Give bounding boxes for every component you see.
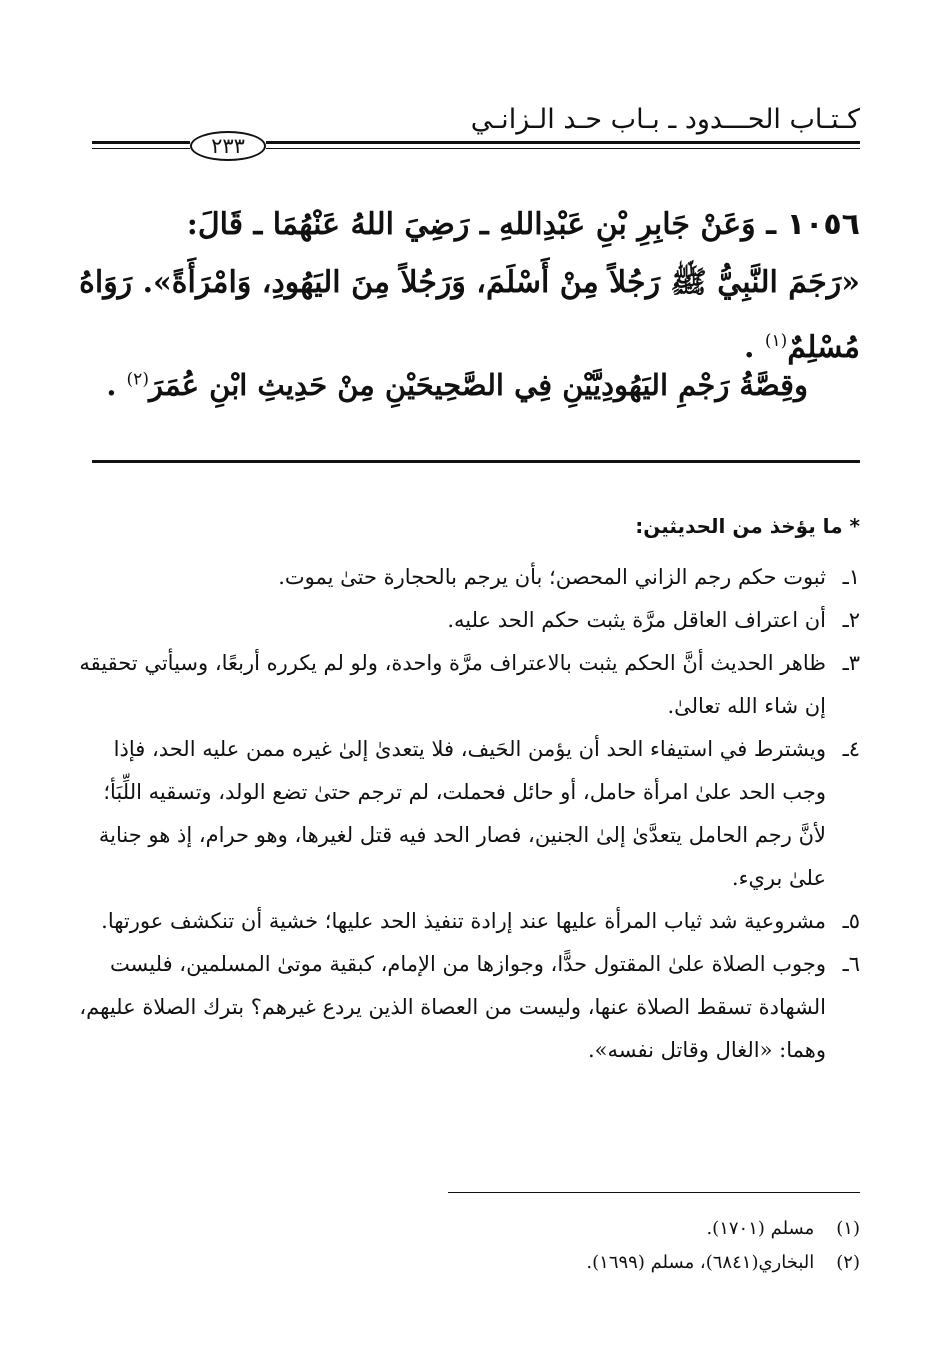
- benefit-text: وجوب الصلاة علىٰ المقتول حدًّا، وجوازها من الإمام، كبقية موتىٰ المسلمين، فليست الشهادة تسقط الصلاة عنها، وليست من العصاة الذين يردع غيرهم؟ بترك الصلاة عليهم، وهما: «الغال وقاتل نفسه».: [79, 952, 826, 1062]
- benefit-number: ٣ـ: [842, 651, 860, 675]
- footnote-item: [78, 1246, 860, 1280]
- hadith-line-3-text: مُسْلِمٌ: [787, 330, 860, 365]
- benefit-number: ٥ـ: [842, 909, 860, 933]
- hadith-line-1-text: وَعَنْ جَابِرِ بْنِ عَبْدِاللهِ ـ رَضِيَ اللهُ عَنْهُمَا ـ قَالَ:: [186, 207, 756, 242]
- footnote-text: مسلم (١٧٠١).: [706, 1218, 815, 1239]
- section-divider: [92, 460, 860, 463]
- benefit-item: [78, 943, 860, 1072]
- footnote-number: (١): [836, 1218, 860, 1239]
- footnotes: [78, 1212, 860, 1280]
- header-rule-thin-right: [266, 148, 860, 149]
- benefit-item: [78, 900, 860, 943]
- hadith-text: [78, 196, 860, 377]
- benefit-number: ٦ـ: [842, 952, 860, 976]
- hadith-line-2: «رَجَمَ النَّبِيُّ ﷺ رَجُلاً مِنْ أَسْلَمَ، وَرَجُلاً مِنَ اليَهُودِ، وَامْرَأَةً». رَوَاهُ: [79, 265, 860, 300]
- footnote-ref-1[interactable]: (١): [764, 331, 788, 351]
- footnote-ref-2[interactable]: (٢): [126, 369, 149, 390]
- benefit-text: ويشترط في استيفاء الحد أن يؤمن الحَيف، فلا يتعدىٰ إلىٰ غيره ممن عليه الحد، فإذا وجب الحد علىٰ امرأة حامل، أو حائل فحملت، لم ترجم حتىٰ تضع الولد، وتسقيه اللِّبَأ؛ لأنَّ رجم الحامل يتعدَّىٰ إلىٰ الجنين، فصار الحد فيه قتل لغيرها، وهو حرام، إذ هو جناية علىٰ بريء.: [98, 737, 826, 890]
- header-rule-thin-left: [92, 148, 190, 149]
- page-number-badge: [190, 131, 266, 161]
- benefit-number: ١ـ: [842, 565, 860, 589]
- hadith-line-1: [78, 196, 860, 254]
- hadith-extra-line: [78, 368, 808, 402]
- footnote-text: البخاري(٦٨٤١)، مسلم (١٦٩٩).: [586, 1252, 815, 1273]
- benefit-text: أن اعتراف العاقل مرَّة يثبت حكم الحد عليه.: [447, 608, 826, 632]
- benefits-heading: * ما يؤخذ من الحديثين:: [635, 514, 860, 538]
- footnote-item: [78, 1212, 860, 1246]
- hadith-extra-text: وقِصَّةُ رَجْمِ اليَهُودِيَّيْنِ فِي الصَّحِيحَيْنِ مِنْ حَدِيثِ ابْنِ عُمَرَ: [148, 368, 808, 402]
- hadith-extra-end: .: [106, 368, 117, 402]
- benefit-text: ثبوت حكم رجم الزاني المحصن؛ بأن يرجم بالحجارة حتىٰ يموت.: [278, 565, 826, 589]
- benefit-item: [78, 642, 860, 728]
- header-rule-thick-right: [266, 141, 860, 144]
- benefits-section: [78, 514, 860, 1072]
- benefit-number: ٢ـ: [842, 608, 860, 632]
- hadith-number: ١٠٥٦ ـ: [766, 207, 860, 242]
- header-rule-thick-left: [92, 141, 190, 144]
- footnote-number: (٢): [836, 1252, 860, 1273]
- page-number: ٢٣٣: [211, 134, 245, 158]
- benefit-text: ظاهر الحديث أنَّ الحكم يثبت بالاعتراف مرَّة واحدة، ولو لم يكرره أربعًا، وسيأتي تحقيقه إن شاء الله تعالىٰ.: [79, 651, 826, 718]
- benefit-item: [78, 599, 860, 642]
- footnote-divider: [448, 1192, 860, 1193]
- hadith-line-3-end: .: [743, 330, 755, 365]
- benefit-item: [78, 728, 860, 900]
- running-header-title: كـتـاب الحـــدود ـ بـاب حـد الـزانـي: [470, 104, 860, 135]
- benefit-number: ٤ـ: [842, 737, 860, 761]
- benefit-item: [78, 556, 860, 599]
- benefit-text: مشروعية شد ثياب المرأة عليها عند إرادة تنفيذ الحد عليها؛ خشية أن تنكشف عورتها.: [101, 909, 826, 933]
